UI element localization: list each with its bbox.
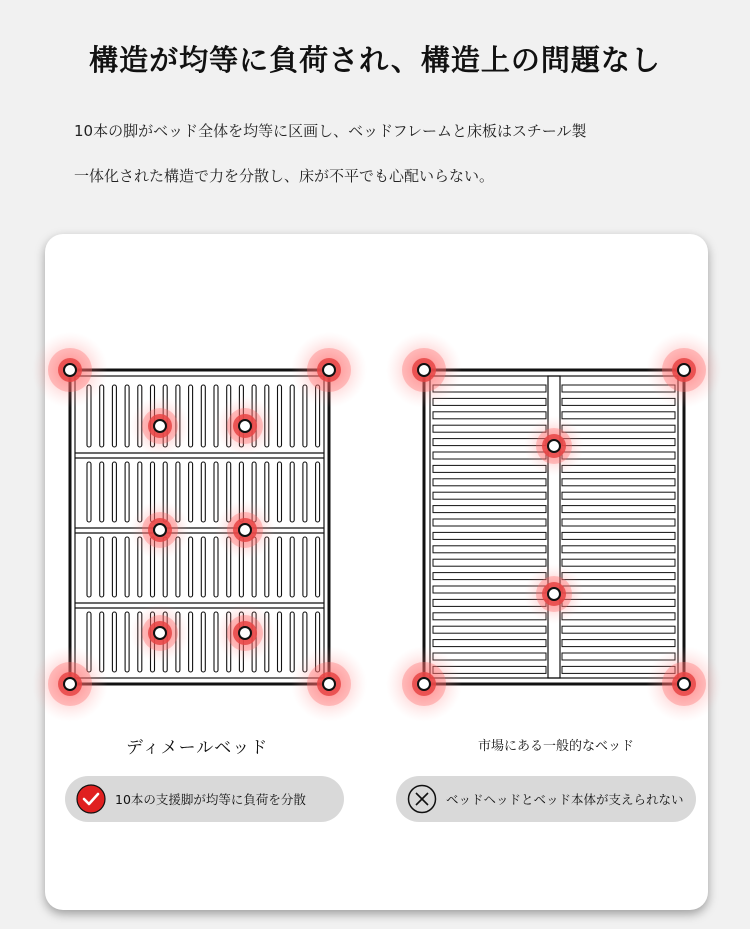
slat: [562, 559, 675, 566]
support-point: [524, 416, 584, 476]
slat: [189, 462, 193, 522]
slat: [125, 612, 129, 672]
support-point: [386, 646, 462, 722]
right-feature-badge: [396, 776, 696, 822]
slat: [112, 385, 116, 447]
slat: [433, 492, 546, 499]
support-point: [130, 500, 190, 560]
support-point: [646, 332, 722, 408]
slat: [562, 492, 675, 499]
slat: [112, 612, 116, 672]
support-point: [215, 396, 275, 456]
slat: [562, 613, 675, 620]
slat: [433, 559, 546, 566]
slat: [562, 532, 675, 539]
slat: [214, 537, 218, 597]
left-bed-caption: ディメールベッド: [126, 738, 269, 758]
slat: [290, 462, 294, 522]
slat: [562, 479, 675, 486]
support-point: [291, 332, 367, 408]
slat: [433, 613, 546, 620]
left-badge-text: 10本の支援脚が均等に負荷を分散: [115, 792, 306, 807]
slat: [303, 462, 307, 522]
support-point: [291, 646, 367, 722]
slat: [562, 398, 675, 405]
slat: [100, 385, 104, 447]
slat: [433, 519, 546, 526]
slat: [125, 537, 129, 597]
slat: [433, 412, 546, 419]
slat: [112, 462, 116, 522]
support-point: [32, 332, 108, 408]
slat: [201, 537, 205, 597]
description-line-1: 10本の脚がベッド全体を均等に区画し、ベッドフレームと床板はスチール製: [74, 122, 587, 140]
slat: [125, 462, 129, 522]
slat: [278, 385, 282, 447]
slat: [278, 537, 282, 597]
slat: [433, 626, 546, 633]
slat: [433, 398, 546, 405]
slat: [562, 465, 675, 472]
description-line-2: 一体化された構造で力を分散し、床が不平でも心配いらない。: [74, 167, 495, 185]
support-point: [130, 603, 190, 663]
slat: [214, 462, 218, 522]
slat: [201, 385, 205, 447]
page-title: 構造が均等に負荷され、構造上の問題なし: [89, 43, 661, 77]
slat: [189, 612, 193, 672]
slat: [100, 537, 104, 597]
support-point: [32, 646, 108, 722]
slat: [87, 537, 91, 597]
slat: [278, 462, 282, 522]
slat: [87, 462, 91, 522]
slat: [278, 612, 282, 672]
slat: [290, 612, 294, 672]
slat: [562, 412, 675, 419]
slat: [125, 385, 129, 447]
slat: [433, 506, 546, 513]
slat: [433, 532, 546, 539]
slat: [290, 385, 294, 447]
slat: [189, 537, 193, 597]
slat: [433, 640, 546, 647]
slat: [433, 479, 546, 486]
support-points: [32, 332, 722, 722]
support-point: [524, 564, 584, 624]
slat: [562, 626, 675, 633]
check-circle-icon: [76, 784, 106, 814]
support-point: [215, 500, 275, 560]
slat: [562, 546, 675, 553]
slat: [201, 462, 205, 522]
slat: [316, 462, 320, 522]
slat: [316, 537, 320, 597]
slat: [112, 537, 116, 597]
slat: [433, 465, 546, 472]
support-point: [130, 396, 190, 456]
slat: [562, 506, 675, 513]
support-point: [386, 332, 462, 408]
right-bed-caption: 市場にある一般的なベッド: [478, 739, 635, 754]
slat: [189, 385, 193, 447]
slat: [290, 537, 294, 597]
slat: [201, 612, 205, 672]
slat: [433, 546, 546, 553]
support-point: [646, 646, 722, 722]
support-point: [215, 603, 275, 663]
slat: [562, 640, 675, 647]
slat: [100, 462, 104, 522]
slat: [562, 519, 675, 526]
x-circle-icon: [407, 784, 437, 814]
slat: [303, 537, 307, 597]
left-feature-badge: [65, 776, 344, 822]
right-badge-text: ベッドヘッドとベッド本体が支えられない: [446, 792, 684, 807]
